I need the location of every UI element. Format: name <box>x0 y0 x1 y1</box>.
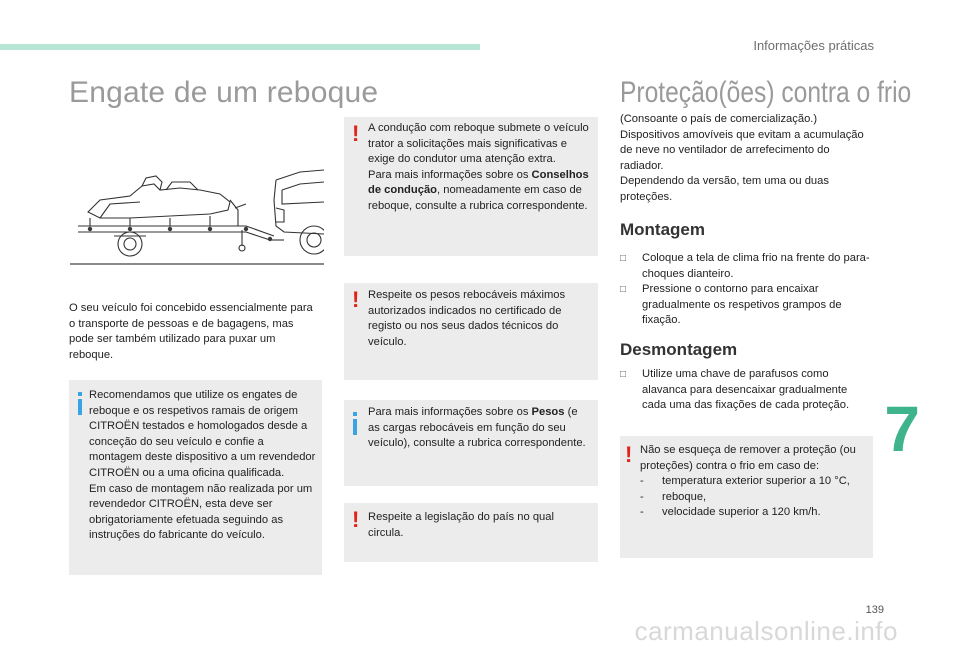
driving-warning-text: A condução com reboque submete o veículo trator a solicitações mais significativas e exige do condutor uma atenção extra. Para mais informações sobre os Conselhos de condução, nomeadamente em caso de reboque, consulte a rubrica correspondente. <box>368 122 589 212</box>
checkbox-bullet-icon: □ <box>620 369 627 380</box>
list-item: - reboque, <box>640 490 707 503</box>
mounting-heading: Montagem <box>620 220 705 239</box>
warning-icon: ! <box>352 121 360 146</box>
page-title-towing: Engate de um reboque <box>69 76 379 109</box>
section-title: Informações práticas <box>753 38 874 53</box>
mounting-list <box>620 251 870 329</box>
legislation-warning-text: Respeite a legislação do país no qual circula. <box>368 511 554 539</box>
warning-icon: ! <box>352 507 360 532</box>
towing-info-text: Recomendamos que utilize os engates de reboque e os respetivos ramais de origem CITROËN testados e homologados desde a conceção do seu veículo e confie a montagem deste dispositivo a um revendedor CITROËN ou a uma oficina qualificada. Em caso de montagem não realizada por um revendedor CITROËN, esta deve ser obrigatoriamente efetuada seguindo as instruções do fabricante do veículo. <box>89 389 316 542</box>
weights-info-text: Para mais informações sobre os Pesos (e as cargas rebocáveis em função do seu veículo), consulte a rubrica correspondente. <box>368 406 586 450</box>
list-item: □ Utilize uma chave de parafusos como alavanca para desencaixar gradualmente cada uma das fixações de cada proteção. <box>620 368 850 412</box>
chapter-number: 7 <box>884 393 920 465</box>
page-number: 139 <box>865 604 884 616</box>
list-item: □ Pressione o contorno para encaixar gradualmente os respetivos grampos de fixação. <box>620 283 842 327</box>
cold-protection-title: Proteção(ões) contra o frio <box>620 76 912 109</box>
cold-protection-intro: (Consoante o país de comercialização.) Dispositivos amovíveis que evitam a acumulação de neve no ventilador de arrefecimento do radiador. Dependendo da versão, tem uma ou duas proteções. <box>620 113 864 203</box>
list-item: - temperatura exterior superior a 10 °C, <box>640 475 850 488</box>
checkbox-bullet-icon: □ <box>620 253 627 264</box>
info-icon <box>353 412 357 416</box>
weights-warning-text: Respeite os pesos rebocáveis máximos autorizados indicados no certificado de registo ou nos seus dados técnicos do veículo. <box>368 289 566 348</box>
warning-icon: ! <box>352 287 360 312</box>
dismounting-heading: Desmontagem <box>620 340 738 359</box>
watermark: carmanualsonline.info <box>634 616 898 646</box>
header-accent-bar <box>0 44 480 50</box>
dismounting-list <box>620 367 870 414</box>
legislation-warning-box <box>344 503 598 562</box>
driving-warning-box <box>344 117 598 256</box>
warning-icon: ! <box>625 442 633 467</box>
weights-info-box <box>344 400 598 486</box>
towing-intro-paragraph: O seu veículo foi concebido essencialmente para o transporte de pessoas e de bagagens, mas pode ser também utilizado para puxar um reboque. <box>69 302 313 361</box>
weights-warning-box <box>344 283 598 380</box>
checkbox-bullet-icon: □ <box>620 284 627 296</box>
cold-protection-warning-box <box>620 436 873 558</box>
list-item: - velocidade superior a 120 km/h. <box>640 506 821 519</box>
cold-protection-warning-text: Não se esqueça de remover a proteção (ou proteções) contra o frio em caso de: - temperatura exterior superior a 10 °C, - reboque, - velocidade superior a 120 km/h. <box>640 443 870 521</box>
info-icon <box>78 392 82 396</box>
list-item: □ Coloque a tela de clima frio na frente do para-choques dianteiro. <box>620 252 870 280</box>
driving-advice-link: Conselhos de condução <box>368 168 589 197</box>
towing-info-box <box>69 380 322 575</box>
trailer-illustration <box>70 160 324 268</box>
